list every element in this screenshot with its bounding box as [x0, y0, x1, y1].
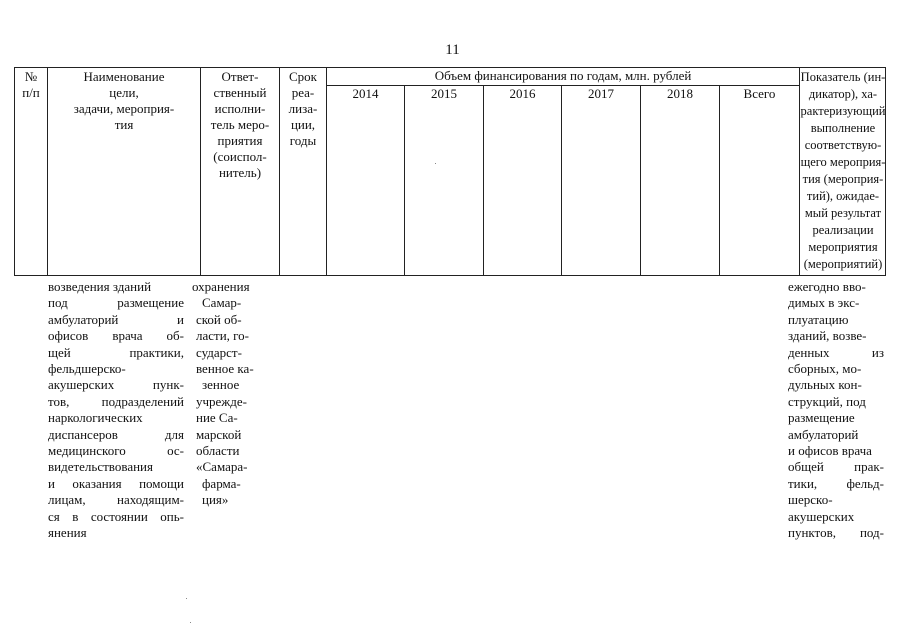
- text-line: венное ка-: [196, 361, 254, 377]
- text-line: шерско-: [788, 492, 833, 508]
- year-column-2016: 2016: [484, 85, 562, 275]
- text-line: возведения зданий: [48, 279, 152, 294]
- header-cell-line: щего мероприя-: [800, 155, 886, 169]
- header-cell-line: нитель): [218, 165, 262, 180]
- header-cell-line: п/п: [22, 85, 40, 100]
- text-line: ция»: [202, 492, 229, 508]
- header-cell-line: дикатор), ха-: [808, 87, 878, 101]
- header-name-column: [48, 68, 201, 275]
- header-cell-line: соответствую-: [804, 138, 882, 152]
- header-cell-line: исполни-: [214, 101, 266, 116]
- header-cell-line: задачи, мероприя-: [73, 101, 175, 116]
- text-line: размещение: [788, 410, 855, 426]
- header-cell-line: Наименование: [83, 69, 165, 84]
- text-line: дульных кон-: [788, 377, 862, 393]
- text-line: наркологических: [48, 410, 143, 426]
- header-cell-line: мероприятия: [808, 240, 878, 254]
- text-line: фарма-: [202, 475, 241, 491]
- text-line: медицинского ос-: [48, 443, 184, 459]
- header-indicator-column: [800, 68, 886, 275]
- year-column-total: Всего: [743, 86, 776, 101]
- text-line: Самар-: [202, 295, 242, 311]
- header-cell-line: реализации: [812, 223, 874, 237]
- text-line: тов, подразделений: [48, 393, 184, 409]
- text-line: ежегодно вво-: [788, 279, 866, 294]
- text-line: амбулаторий и: [48, 311, 184, 327]
- header-cell-line: лиза-: [288, 101, 318, 116]
- text-line: лицам, находящим-: [48, 492, 184, 508]
- header-financing-group: [327, 68, 800, 275]
- text-line: общей прак-: [788, 459, 884, 475]
- text-line: и офисов врача: [788, 443, 872, 459]
- table-header: [14, 67, 886, 276]
- text-line: области: [196, 443, 240, 459]
- text-line: плуатацию: [788, 311, 849, 327]
- year-column-2014: 2014: [327, 85, 405, 275]
- text-line: амбулаторий: [788, 426, 859, 442]
- header-cell-line: реа-: [291, 85, 315, 100]
- financing-title: Объем финансирования по годам, млн. рублей: [327, 68, 799, 86]
- text-line: ние Са-: [196, 410, 238, 426]
- text-line: офисов врача об-: [48, 328, 184, 344]
- text-line: димых в экс-: [788, 295, 860, 311]
- year-column-2015: 2015: [405, 85, 484, 275]
- header-cell-line: (соиспол-: [213, 149, 267, 164]
- header-cell-line: (мероприятий): [803, 257, 883, 271]
- header-responsible-column: [201, 68, 280, 275]
- text-line: струкций, под: [788, 393, 866, 409]
- header-cell-line: тия (мероприя-: [802, 172, 884, 186]
- header-cell-line: годы: [289, 133, 317, 148]
- scan-speck: [435, 163, 436, 164]
- header-cell-line: цели,: [109, 85, 139, 100]
- header-cell-line: №: [24, 69, 38, 84]
- text-line: фельдшерско-: [48, 361, 126, 377]
- text-line: пунктов, под-: [788, 525, 884, 541]
- text-line: зенное: [202, 377, 240, 393]
- text-line: ласти, го-: [196, 328, 250, 344]
- text-line: сударст-: [196, 344, 242, 360]
- header-cell-line: Срок: [289, 69, 317, 84]
- text-line: сборных, мо-: [788, 361, 862, 377]
- responsible-executor-text: [192, 279, 264, 509]
- text-line: охранения: [192, 279, 250, 294]
- header-cell-line: ции,: [290, 117, 316, 132]
- header-number-column: [15, 68, 48, 275]
- header-cell-line: Ответ-: [221, 69, 259, 84]
- year-column-2018: 2018: [641, 85, 720, 275]
- header-cell-line: мый результат: [804, 206, 882, 220]
- text-line: марской: [196, 426, 242, 442]
- text-line: ся в состоянии опь-: [48, 508, 184, 524]
- text-line: акушерских: [788, 508, 855, 524]
- text-line: «Самара-: [196, 459, 248, 475]
- header-cell-line: тия: [114, 117, 134, 132]
- header-cell-line: тий), ожидае-: [806, 189, 880, 203]
- text-line: тики, фельд-: [788, 475, 884, 491]
- page-number: 11: [445, 42, 460, 58]
- text-line: денных из: [788, 344, 884, 360]
- header-term-column: [280, 68, 327, 275]
- text-line: под размещение: [48, 295, 184, 311]
- scan-speck: [190, 622, 191, 623]
- text-line: янения: [48, 525, 87, 541]
- header-cell-line: ственный: [213, 85, 267, 100]
- text-line: учрежде-: [196, 393, 248, 409]
- header-cell-line: выполнение: [810, 121, 876, 135]
- header-cell-line: тель меро-: [210, 117, 270, 132]
- header-cell-line: приятия: [217, 133, 263, 148]
- text-line: щей практики,: [48, 344, 184, 360]
- text-line: диспансеров для: [48, 426, 184, 442]
- text-line: акушерских пунк-: [48, 377, 184, 393]
- text-line: видетельствования: [48, 459, 153, 475]
- year-column-2017: 2017: [562, 85, 641, 275]
- indicator-text: [788, 279, 884, 542]
- text-line: ской об-: [196, 311, 242, 327]
- text-line: зданий, возве-: [788, 328, 867, 344]
- scan-speck: [186, 598, 187, 599]
- header-cell-line: Показатель (ин-: [800, 70, 886, 84]
- measure-name-text: [48, 279, 184, 542]
- text-line: и оказания помощи: [48, 475, 184, 491]
- header-cell-line: рактеризующий: [800, 104, 886, 118]
